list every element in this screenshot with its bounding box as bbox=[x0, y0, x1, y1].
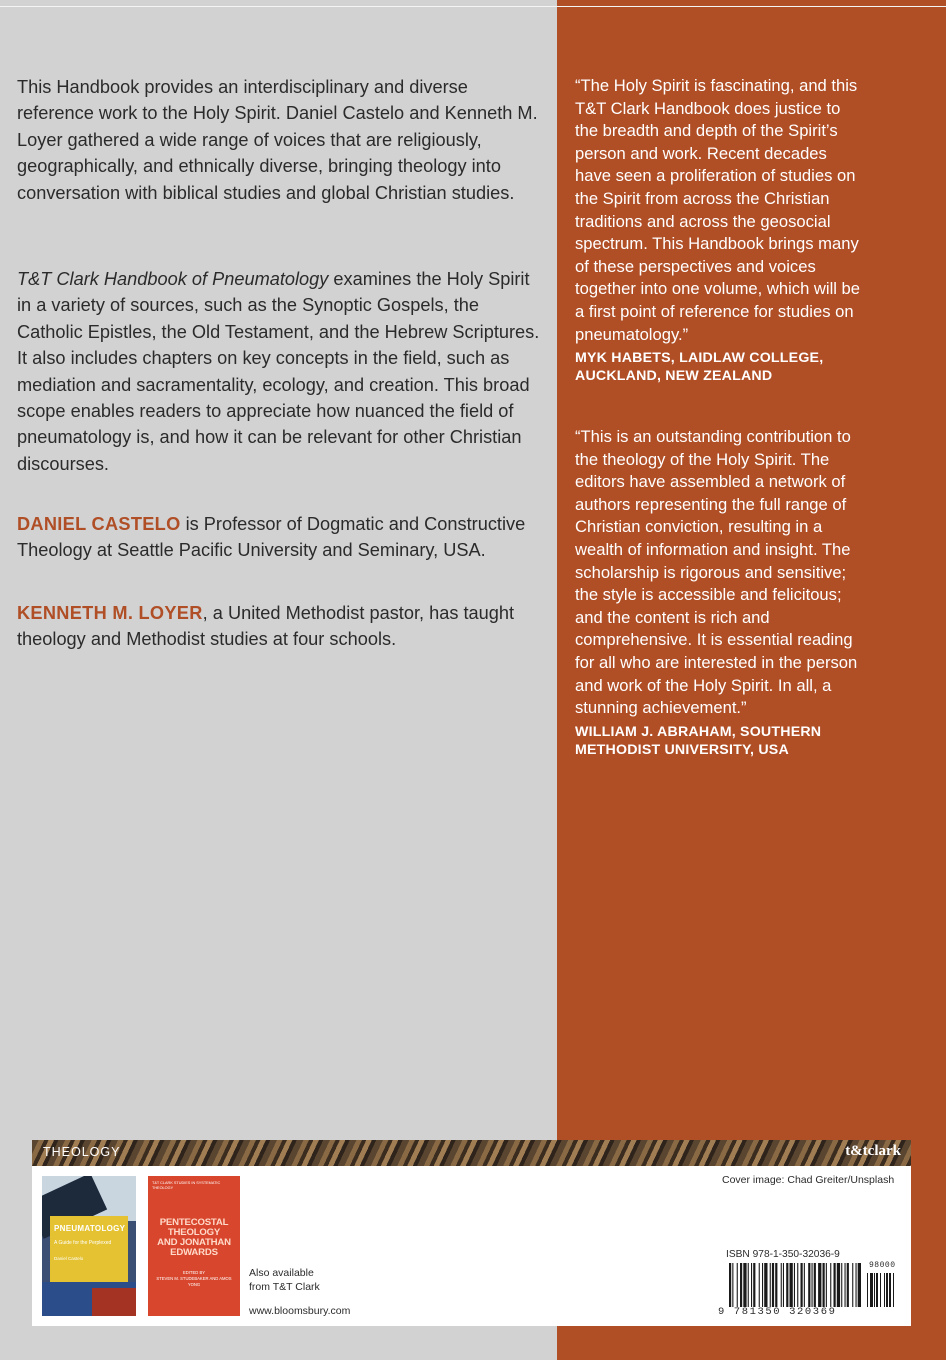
barcode-addon-bar bbox=[886, 1273, 888, 1307]
barcode-bar bbox=[801, 1263, 803, 1307]
book2-editors: EDITED BY STEVEN M. STUDEBAKER AND AMOS YONG bbox=[156, 1270, 232, 1287]
barcode-bar bbox=[856, 1263, 857, 1307]
book2-title: PENTECOSTAL THEOLOGY AND JONATHAN EDWARDS bbox=[157, 1217, 231, 1258]
barcode-addon-bar bbox=[884, 1273, 885, 1307]
barcode-bar bbox=[786, 1263, 788, 1307]
endorsement-attribution: WILLIAM J. ABRAHAM, SOUTHERN METHODIST UNIVERSITY, USA bbox=[575, 723, 822, 758]
endorsement-quote: “The Holy Spirit is fascinating, and this T&T Clark Handbook does justice to the breadth and depth of the Spirit’s person and work. Recent decades have seen a proliferation of studies on the Spirit from across the Christian traditions and across the geosocial spectrum. This Handbook brings many of these perspectives and voices together into one volume, which will be a first point of reference for studies on pneumatology.” bbox=[575, 76, 861, 344]
also-available: Also available from T&T Clark bbox=[249, 1267, 320, 1293]
author-name: KENNETH M. LOYER bbox=[17, 603, 203, 623]
barcode-bar bbox=[781, 1263, 782, 1307]
book-title: T&T Clark Handbook of Pneumatology bbox=[17, 269, 329, 289]
barcode-bar bbox=[772, 1263, 774, 1307]
barcode-bar bbox=[790, 1263, 793, 1307]
barcode-bar bbox=[775, 1263, 777, 1307]
barcode-addon-bar bbox=[880, 1273, 881, 1307]
barcode-addon-bar bbox=[870, 1273, 873, 1307]
barcode-bar bbox=[748, 1263, 749, 1307]
barcode-addon-bar bbox=[876, 1273, 878, 1307]
barcode-bar bbox=[812, 1263, 813, 1307]
barcode-addon-bar bbox=[889, 1273, 891, 1307]
barcode-bar bbox=[804, 1263, 805, 1307]
barcode-bar bbox=[732, 1263, 733, 1307]
book2-series: T&T CLARK STUDIES IN SYSTEMATIC THEOLOGY bbox=[152, 1181, 221, 1190]
barcode-bar bbox=[808, 1263, 810, 1307]
cover-credit: Cover image: Chad Greiter/Unsplash bbox=[722, 1174, 895, 1186]
barcode-addon: 98000 bbox=[869, 1261, 896, 1270]
barcode-addon-bar bbox=[867, 1273, 868, 1307]
author-bio-1 bbox=[17, 511, 542, 564]
barcode-bar bbox=[770, 1263, 771, 1307]
barcode-bar bbox=[783, 1263, 784, 1307]
barcode-bar bbox=[729, 1263, 731, 1307]
barcode-bar bbox=[743, 1263, 746, 1307]
endorsement-quote: “This is an outstanding contribution to the theology of the Holy Spirit. The editors have assembled a network of authors representing the full range of Christian conviction, resulting in a wealth of information and insight. The scholarship is rigorous and sensitive; the style is accessible and felicitous; and the content is rich and comprehensive. It is essential reading for all who are interested in the person and work of the Holy Spirit. In all, a stunning achievement.” bbox=[575, 427, 858, 718]
barcode-bar bbox=[826, 1263, 827, 1307]
endorsement-1 bbox=[567, 75, 867, 385]
author-bio-2 bbox=[17, 600, 542, 653]
barcode-bar bbox=[762, 1263, 763, 1307]
barcode-addon-bar bbox=[893, 1273, 894, 1307]
website-link[interactable]: www.bloomsbury.com bbox=[249, 1305, 351, 1317]
description-para-1 bbox=[17, 74, 542, 206]
barcode-bar bbox=[823, 1263, 825, 1307]
barcode-bar bbox=[830, 1263, 831, 1307]
barcode-bar bbox=[797, 1263, 798, 1307]
barcode-digits: 9 781350 320369 bbox=[718, 1306, 837, 1318]
barcode-bar bbox=[834, 1263, 836, 1307]
barcode-bar bbox=[845, 1263, 846, 1307]
description-text-1: This Handbook provides an interdisciplinary and diverse reference work to the Holy Spirit. Daniel Castelo and Kenneth M. Loyer gathered a wide range of voices that are religiously, geographically, and ethnically diverse, bringing theology into conversation with biblical studies and global Christian studies. bbox=[17, 77, 538, 203]
publisher-logo: t&tclark bbox=[845, 1143, 901, 1159]
book1-author: Daniel Castelo bbox=[54, 1256, 84, 1261]
isbn-label: ISBN 978-1-350-32036-9 bbox=[726, 1249, 840, 1260]
description-text-2-rest: examines the Holy Spirit in a variety of sources, such as the Synoptic Gospels, the Catholic Epistles, the Old Testament, and the Hebrew Scriptures. It also includes chapters on key concepts in the field, such as mediation and sacramentality, ecology, and creation. This broad scope enables readers to appreciate how nuanced the field of pneumatology is, and how it can be relevant for other Christian discourses. bbox=[17, 269, 540, 474]
barcode-bar bbox=[737, 1263, 738, 1307]
description-para-2 bbox=[17, 266, 542, 477]
author-bio-text: , a United Methodist pastor, has taught theology and Methodist studies at four schools. bbox=[17, 603, 515, 650]
barcode-addon-bar bbox=[874, 1273, 875, 1307]
book1-title: PNEUMATOLOGY bbox=[54, 1224, 126, 1233]
footer-band bbox=[32, 1140, 911, 1166]
barcode-bar bbox=[818, 1263, 821, 1307]
barcode-bar bbox=[753, 1263, 755, 1307]
barcode-bar bbox=[794, 1263, 795, 1307]
barcode-bar bbox=[740, 1263, 742, 1307]
barcode-bar bbox=[852, 1263, 853, 1307]
barcode-bar bbox=[814, 1263, 816, 1307]
barcode-bar bbox=[764, 1263, 767, 1307]
barcode-bar bbox=[847, 1263, 849, 1307]
barcode-bar bbox=[858, 1263, 861, 1307]
author-bio-text: is Professor of Dogmatic and Constructive Theology at Seattle Pacific University and Seminary, USA. bbox=[17, 514, 526, 561]
endorsement-attribution: MYK HABETS, LAIDLAW COLLEGE, AUCKLAND, NEW ZEALAND bbox=[575, 350, 824, 385]
description-text-2 bbox=[17, 266, 542, 477]
book-cover-pentecostal-theology bbox=[148, 1176, 240, 1316]
book1-subtitle: A Guide for the Perplexed bbox=[54, 1240, 112, 1246]
footer-panel bbox=[32, 1166, 911, 1326]
book-cover-pneumatology bbox=[42, 1176, 136, 1316]
barcode-bar bbox=[837, 1263, 840, 1307]
barcode-bar bbox=[759, 1263, 760, 1307]
category-label: THEOLOGY bbox=[43, 1145, 121, 1159]
barcode-bar bbox=[751, 1263, 752, 1307]
endorsement-2 bbox=[567, 426, 867, 759]
author-name: DANIEL CASTELO bbox=[17, 514, 181, 534]
top-rule bbox=[0, 6, 946, 7]
barcode-bar bbox=[841, 1263, 842, 1307]
